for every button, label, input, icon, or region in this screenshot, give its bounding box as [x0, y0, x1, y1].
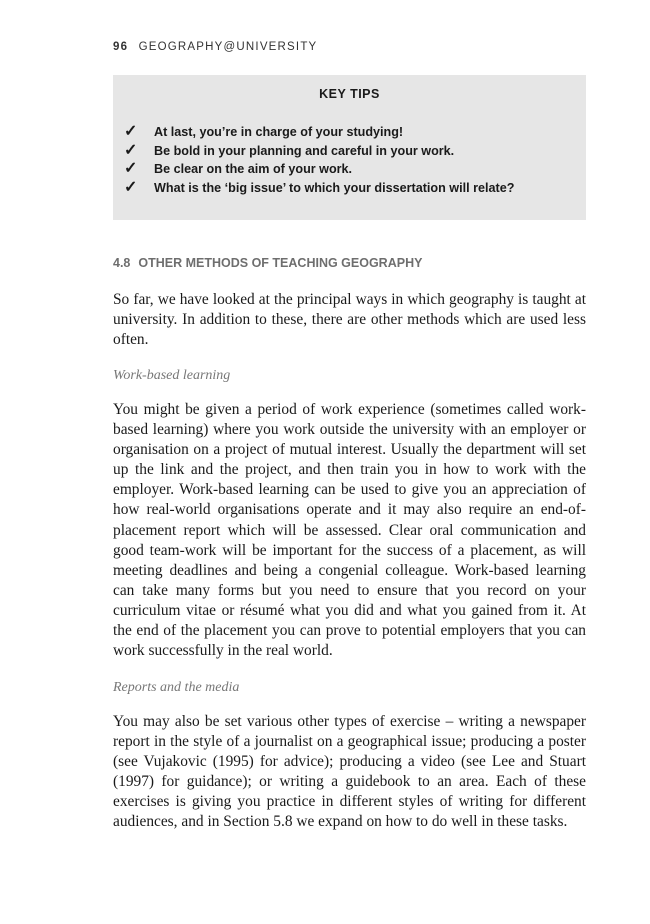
key-tip-item	[113, 123, 586, 142]
work-based-learning-paragraph: You might be given a period of work experience (sometimes called work-based learning) where you work outside the university with an employer or organisation on a project of mutual interest. Usually the department will set up the link and the project, and then train you in how to work with the employer. Work-based learning can be used to give you an appreciation of how real-world organisations operate and it may also require an end-of-placement report which will be assessed. Clear oral communication and good team-work will be important for the success of a placement, as will meeting deadlines and being a congenial colleague. Work-based learning can take many forms but you need to ensure that you record on your curriculum vitae or résumé what you did and what you gained from it. At the end of the placement you can prove to potential employers that you can work successfully in the real world.	[113, 401, 586, 660]
key-tip-item	[113, 142, 586, 161]
reports-media-paragraph: You may also be set various other types of exercise – writing a newspaper report in the style of a journalist on a geographical issue; producing a poster (see Vujakovic (1995) for advice); producing a video (see Lee and Stuart (1997) for guidance); or writing a guidebook to an area. Each of these exercises is giving you practice in different styles of writing for different audiences, and in Section 5.8 we expand on how to do well in these tasks.	[113, 713, 586, 831]
key-tips-title: KEY TIPS	[319, 87, 380, 101]
intro-paragraph: So far, we have looked at the principal ways in which geography is taught at university. In addition to these, there are other methods which are used less often.	[113, 291, 586, 349]
key-tip-text: Be clear on the aim of your work.	[154, 162, 353, 177]
check-icon: ✓	[124, 141, 138, 159]
key-tip-item	[113, 160, 586, 179]
key-tips-list	[113, 123, 586, 198]
work-based-learning-heading: Work-based learning	[113, 368, 231, 383]
running-header	[113, 41, 317, 53]
check-icon: ✓	[124, 179, 138, 197]
section-title: OTHER METHODS OF TEACHING GEOGRAPHY	[138, 256, 423, 270]
check-icon: ✓	[124, 123, 138, 140]
reports-media-heading: Reports and the media	[113, 680, 240, 695]
check-icon: ✓	[124, 160, 138, 178]
key-tip-text: Be bold in your planning and careful in your work.	[154, 143, 455, 158]
running-title: GEOGRAPHY@UNIVERSITY	[138, 41, 318, 53]
section-number: 4.8	[113, 256, 131, 270]
key-tip-text: What is the ‘big issue’ to which your dissertation will relate?	[154, 181, 515, 196]
page-number: 96	[113, 41, 129, 53]
key-tip-text: At last, you’re in charge of your studying!	[154, 125, 404, 139]
key-tip-item	[113, 179, 586, 198]
section-heading	[113, 256, 422, 270]
key-tips-box	[113, 75, 586, 220]
